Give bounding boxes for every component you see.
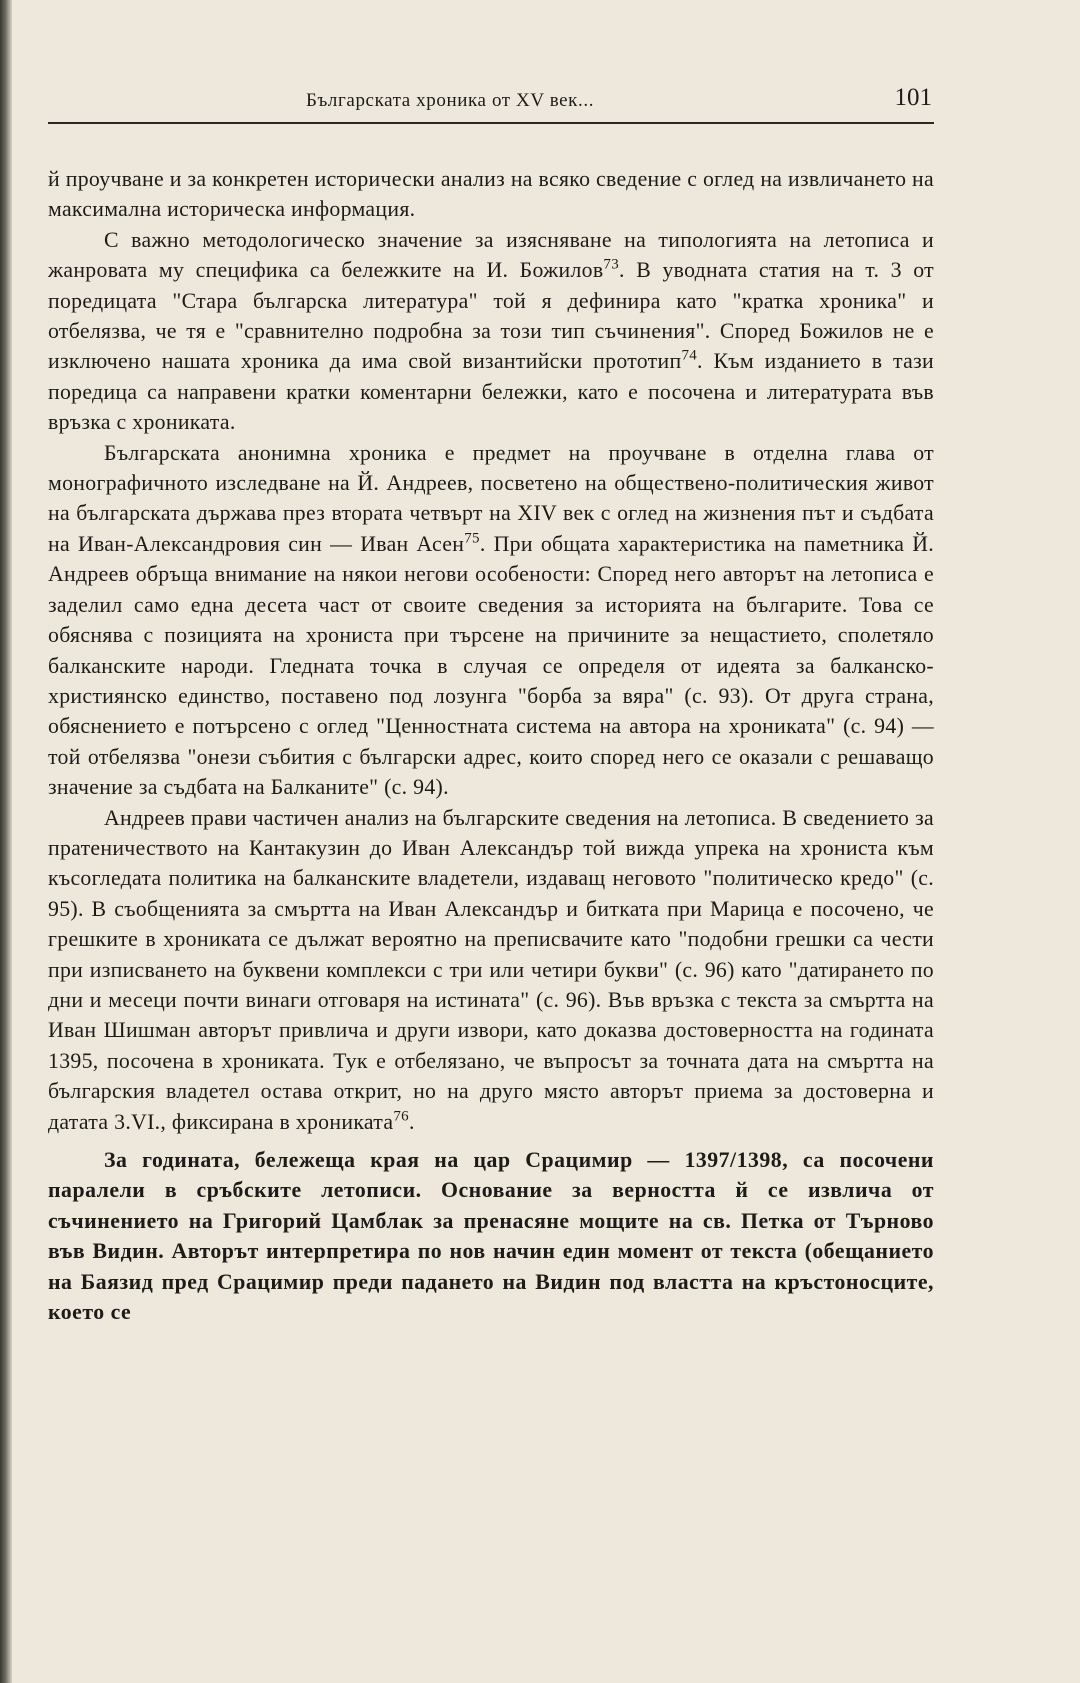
footnote-ref-74: 74 — [681, 348, 698, 365]
running-header — [48, 82, 934, 124]
running-title: Българската хроника от XV век... — [306, 90, 595, 111]
footnote-ref-75: 75 — [464, 530, 480, 547]
paragraph-3 — [48, 438, 934, 803]
body-text — [48, 164, 934, 1327]
page-number: 101 — [894, 84, 932, 111]
paragraph-2 — [48, 225, 934, 438]
paragraph-text: Андреев прави частичен анализ на българските сведения на летописа. В сведението за пратеничеството на Кантакузин до Иван Александър той вижда упрека на хрониста към късогледата политика на балканските владетели, издаващ неговото "политическо кредо" (с. 95). В съобщенията за смъртта на Иван Александър и битката при Марица е посочено, че грешките в хрониката се дължат вероятно на преписвачите като "подобни грешки са чести при изписването на буквени комплекси с три или четири букви" (с. 96) като "датирането по дни и месеци почти винаги отговаря на истината" (с. 96). Във връзка с текста за смъртта на Иван Шишман авторът привлича и други извори, като доказва достоверността на годината 1395, посочена в хрониката. Тук е отбелязано, че въпросът за точната дата на смъртта на българския владетел остава открит, но на друго място авторът приема за достоверна и датата 3.VI., фиксирана в хрониката — [48, 805, 934, 1134]
paragraph-text: За годината, бележеща края на цар Срацимир — 1397/1398, са посочени паралели в сръбските летописи. Основание за верността й се извлича от съчинението на Григорий Цамблак за пренасяне мощите на св. Петка от Търново във Видин. Авторът интерпретира по нов начин един момент от текста (обещанието на Баязид пред Срацимир преди падането на Видин под властта на кръстоносците, което се — [48, 1148, 934, 1325]
paragraph-text: С важно методологическо значение за изясняване на типологията на летописа и жанровата му специфика са бележките на И. Божилов — [48, 227, 934, 283]
book-page — [48, 82, 934, 1327]
paragraph-1 — [48, 164, 934, 225]
paragraph-text: Българската анонимна хроника е предмет на проучване в отделна глава от монографичното изследване на Й. Андреев, посветено на обществено-политическия живот на българската държава през втората четвърт на XIV век с оглед на жизнения път и съдбата на Иван-Александровия син — Иван Асен — [48, 440, 934, 556]
paragraph-text: . Към изданието в тази поредица са направени кратки коментарни бележки, като е посочена и литературата във връзка с хрониката. — [48, 349, 934, 435]
paragraph-5 — [48, 1145, 934, 1327]
book-spine-shadow — [0, 0, 12, 1683]
paragraph-4 — [48, 803, 934, 1137]
footnote-ref-73: 73 — [603, 256, 620, 273]
footnote-ref-76: 76 — [393, 1108, 409, 1125]
paragraph-text: . — [408, 1109, 415, 1134]
paragraph-text: . При общата характеристика на паметника Й. Андреев обръща внимание на някои негови особености: Според него авторът на летописа е заделил само една десета част от своите сведения за историята на българите. Това се обяснява с позицията на хрониста при търсене на причините за нещастието, сполетяло балканските народи. Гледната точка в случая се определя от идеята за балканско-християнско единство, поставено под лозунга "борба за вяра" (с. 93). От друга страна, обяснението е потърсено с оглед "Ценностната система на автора на хрониката" (с. 94) — той отбелязва "онези събития с български адрес, които според него се оказали с решаващо значение за съдбата на Балканите" (с. 94). — [48, 531, 935, 800]
paragraph-text: й проучване и за конкретен исторически анализ на всяко сведение с оглед на извличането на максимална историческа информация. — [48, 167, 934, 222]
paragraph-text: . В уводната статия на т. 3 от поредицата "Стара българска литература" той я дефинира като "кратка хроника" и отбелязва, че тя е "сравнително подробна за този тип съчинения". Според Божилов не е изключено нашата хроника да има свой византийски прототип — [48, 258, 934, 374]
